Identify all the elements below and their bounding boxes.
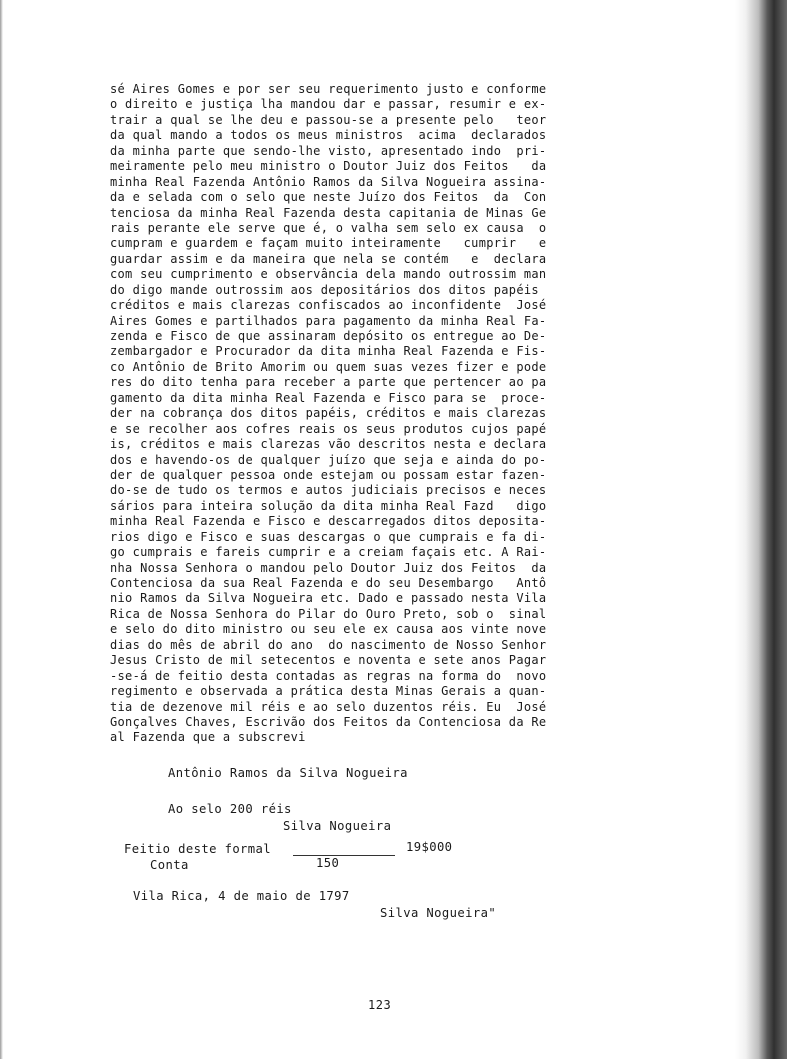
text-line: dias do mês de abril do ano do nascimento de Nosso Senhor	[110, 637, 547, 652]
text-line: zembargador e Procurador da dita minha Real Fazenda e Fis-	[110, 344, 547, 359]
text-line: minha Real Fazenda e Fisco e descarregados ditos deposita-	[110, 514, 547, 529]
conta-label: Conta	[150, 858, 189, 872]
text-line: nio Ramos da Silva Nogueira etc. Dado e passado nesta Vila	[110, 591, 547, 606]
body-paragraph	[110, 82, 630, 746]
page-left-edge-shadow	[0, 0, 3, 1059]
book-binding-shadow	[735, 0, 787, 1059]
text-line: rios digo e Fisco e suas descargas o que cumprais e fa di-	[110, 529, 547, 544]
text-line: rais perante ele serve que é, o valha sem selo ex causa o	[110, 220, 547, 235]
text-line: der na cobrança dos ditos papéis, créditos e mais clarezas	[110, 406, 547, 421]
text-line: da minha parte que sendo-lhe visto, apresentado indo pri-	[110, 143, 547, 158]
text-line: gamento da dita minha Real Fazenda e Fisco para se proce-	[110, 390, 547, 405]
text-line: guardar assim e da maneira que nela se contém e declara	[110, 251, 547, 266]
text-line: do digo mande outrossim aos depositários dos ditos papéis	[110, 282, 539, 297]
text-line: -se-á de feitio desta contadas as regras na forma do novo	[110, 668, 547, 683]
text-line: zenda e Fisco de que assinaram depósito os entregue ao De-	[110, 329, 547, 343]
selo-signature: Silva Nogueira	[283, 819, 392, 833]
text-line: der de qualquer pessoa onde estejam ou possam estar fazen-	[110, 467, 547, 482]
text-line: res do dito tenha para receber a parte que pertencer ao pa	[110, 375, 547, 390]
text-line: Jesus Cristo de mil setecentos e noventa e sete anos Pagar	[110, 653, 547, 668]
conta-value: 150	[316, 856, 340, 870]
final-signature: Silva Nogueira"	[380, 906, 497, 920]
text-line: da e selada com o selo que neste Juízo dos Feitos da Con	[110, 190, 547, 205]
text-line: Contenciosa da sua Real Fazenda e do seu Desembargo Antô	[110, 576, 547, 590]
text-line: e se recolher aos cofres reais os seus produtos cujos papé	[110, 421, 547, 436]
text-line: nha Nossa Senhora o mandou pelo Doutor Juiz dos Feitos da	[110, 560, 547, 575]
text-line: trair a qual se lhe deu e passou-se a presente pelo teor	[110, 112, 547, 127]
text-line: Aires Gomes e partilhados para pagamento da minha Real Fa-	[110, 313, 547, 328]
place-date: Vila Rica, 4 de maio de 1797	[133, 889, 350, 903]
feitio-label: Feitio deste formal	[124, 842, 272, 856]
text-line: meiramente pelo meu ministro o Doutor Juiz dos Feitos da	[110, 159, 547, 174]
text-line: sé Aires Gomes e por ser seu requerimento justo e conforme	[110, 82, 547, 96]
text-line: cumpram e guardem e façam muito inteiramente cumprir e	[110, 236, 547, 251]
text-line: co Antônio de Brito Amorim ou quem suas vezes fizer e pode	[110, 359, 547, 374]
text-line: tenciosa da minha Real Fazenda desta capitania de Minas Ge	[110, 205, 547, 220]
feitio-value: 19$000	[406, 840, 453, 854]
text-line: Rica de Nossa Senhora do Pilar do Ouro Preto, sob o sinal	[110, 606, 547, 621]
text-line: sários para inteira solução da dita minha Real Fazd digo	[110, 498, 547, 513]
text-line: go cumprais e fareis cumprir e a creiam façais etc. A Rai-	[110, 545, 547, 560]
text-line: créditos e mais clarezas confiscados ao inconfidente José	[110, 298, 547, 313]
feitio-underline	[293, 855, 395, 856]
text-line: dos e havendo-os de qualquer juízo que seja e ainda do po-	[110, 452, 547, 467]
text-line: tia de dezenove mil réis e ao selo duzentos réis. Eu José	[110, 699, 547, 714]
text-line: o direito e justiça lha mandou dar e passar, resumir e ex-	[110, 97, 547, 112]
text-line: regimento e observada a prática desta Minas Gerais a quan-	[110, 684, 547, 699]
text-line: is, créditos e mais clarezas vão descritos nesta e declara	[110, 437, 547, 452]
text-line: do-se de tudo os termos e autos judiciais precisos e neces	[110, 483, 547, 498]
selo-label: Ao selo 200 réis	[168, 802, 292, 816]
text-line: com seu cumprimento e observância dela mando outrossim man	[110, 267, 547, 282]
text-line: da qual mando a todos os meus ministros acima declarados	[110, 128, 547, 143]
text-line: Gonçalves Chaves, Escrivão dos Feitos da Contenciosa da Re	[110, 714, 547, 729]
page-number: 123	[368, 998, 392, 1012]
text-line: minha Real Fazenda Antônio Ramos da Silva Nogueira assina-	[110, 174, 547, 189]
text-line: e selo do dito ministro ou seu ele ex causa aos vinte nove	[110, 622, 547, 637]
text-line: al Fazenda que a subscrevi	[110, 730, 306, 745]
signature-antonio-ramos: Antônio Ramos da Silva Nogueira	[168, 766, 408, 780]
